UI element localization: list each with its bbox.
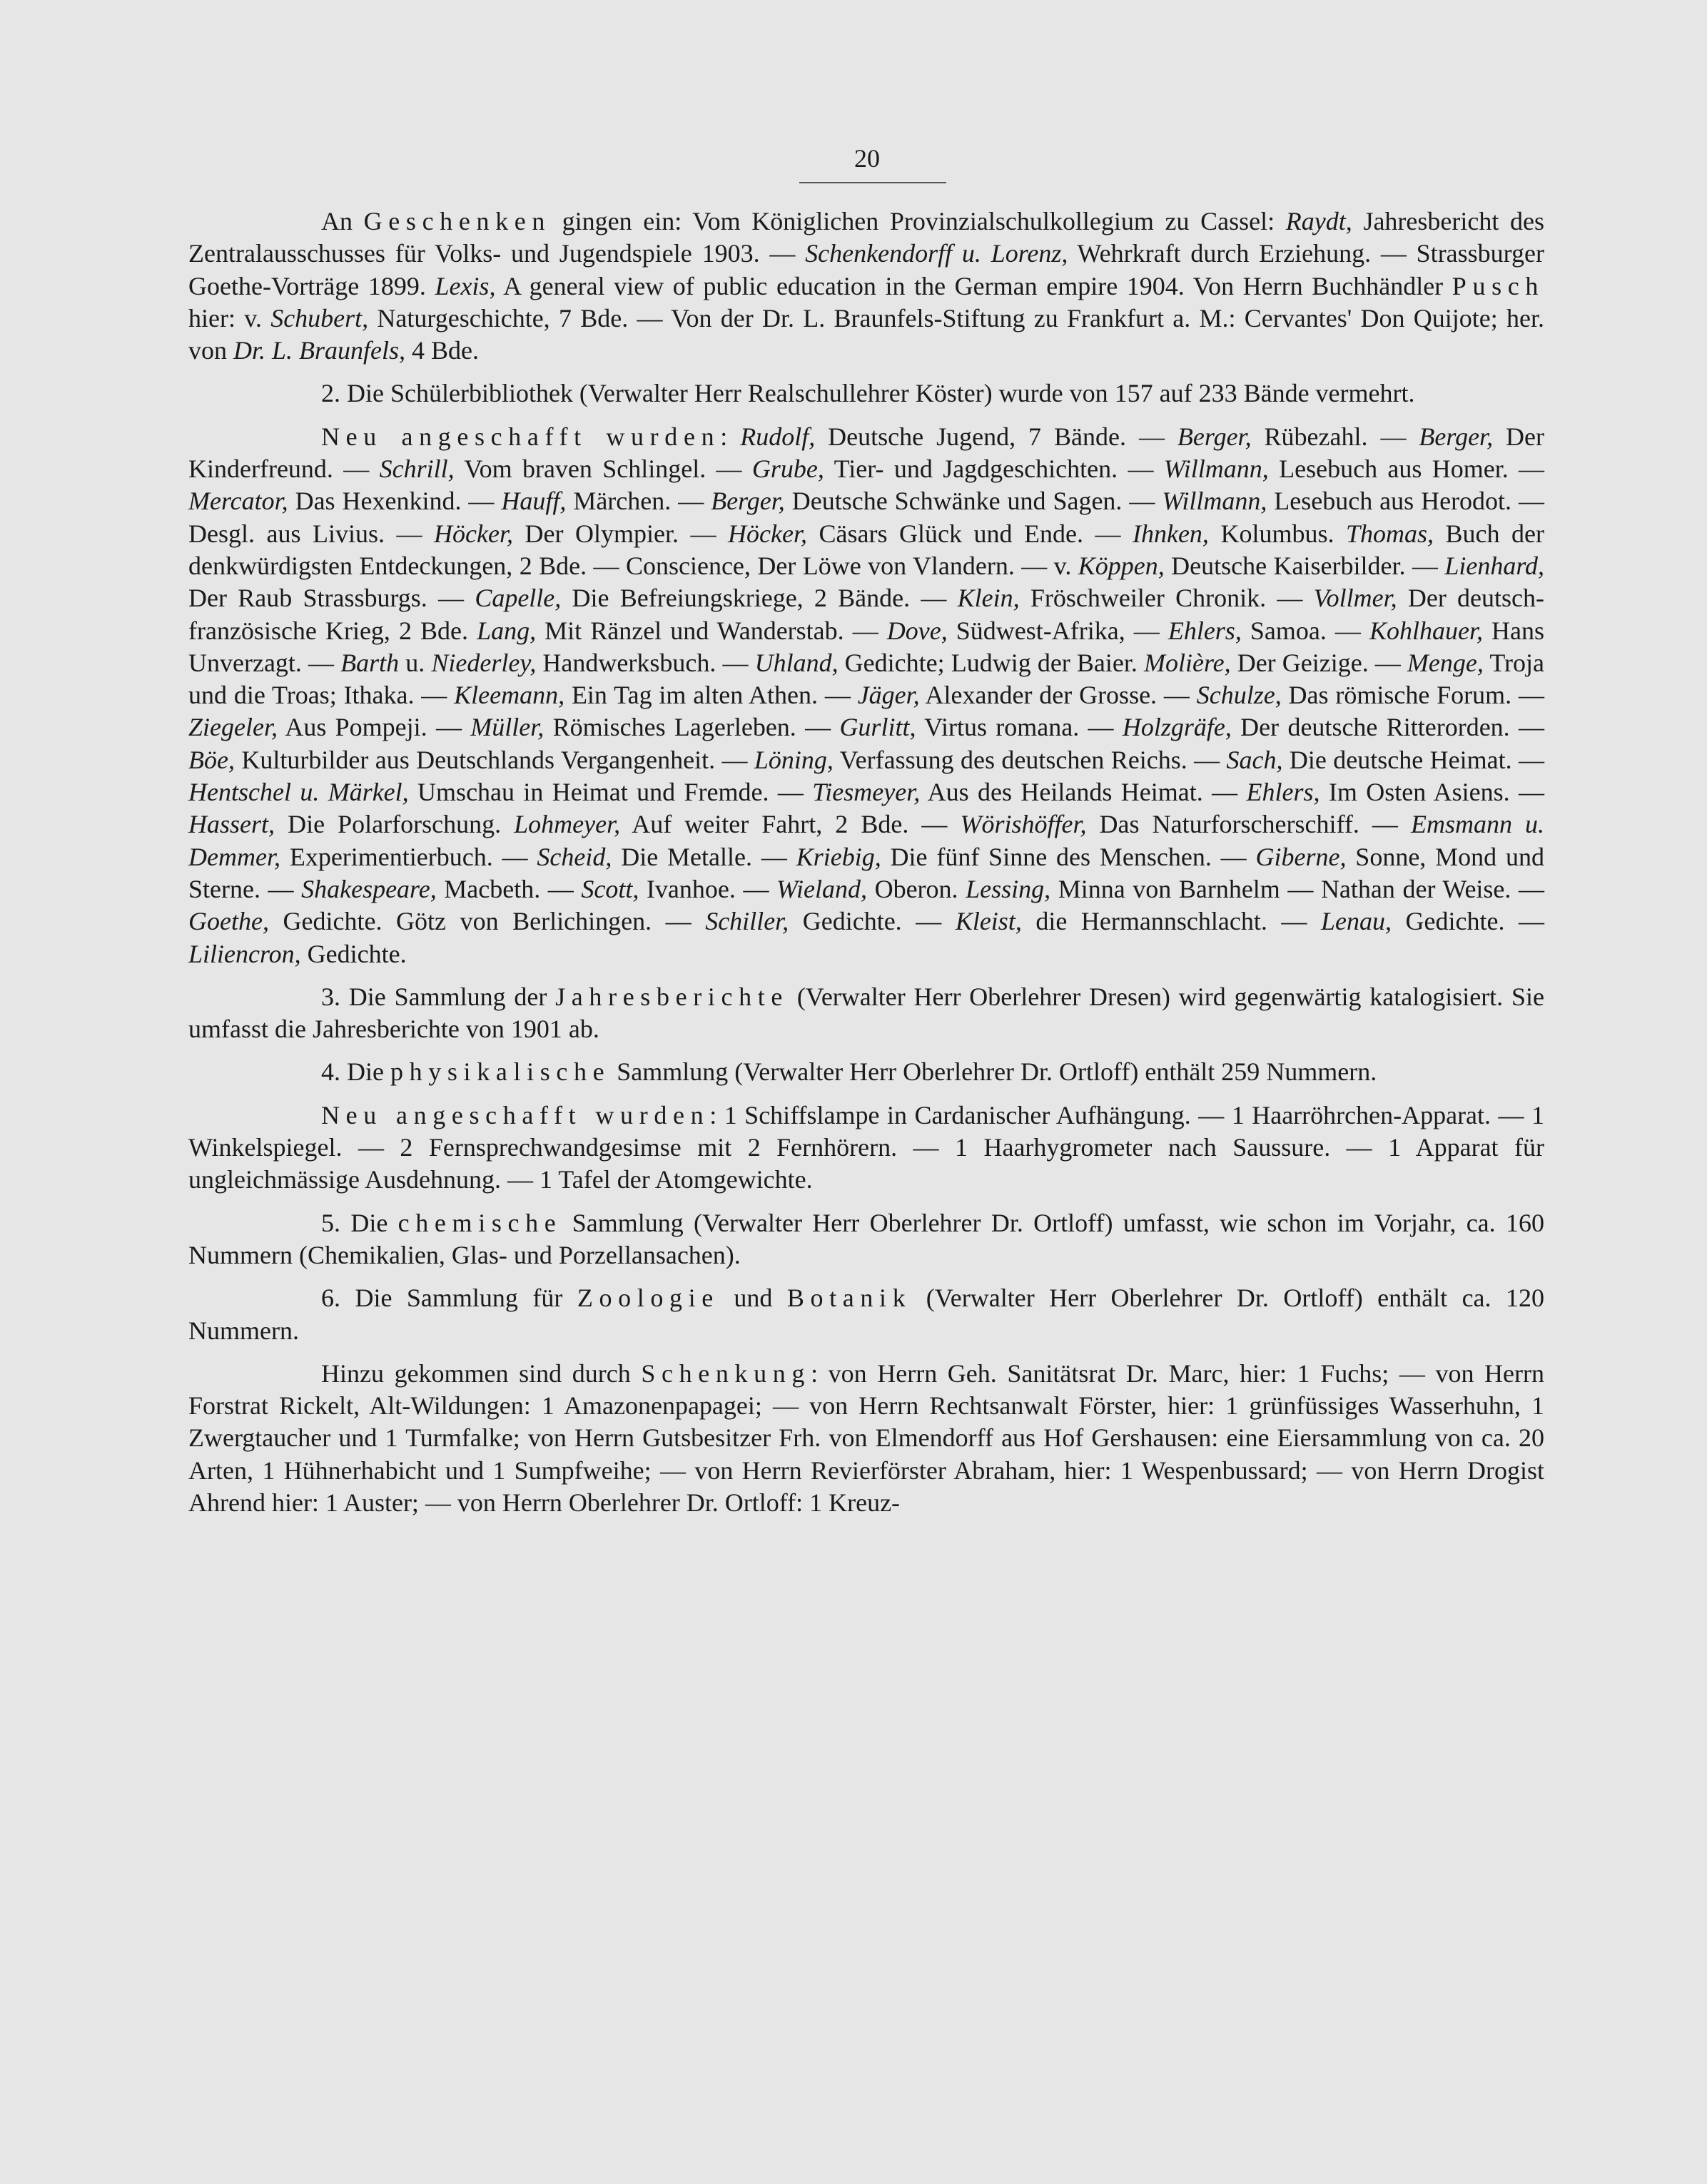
text-run: Aus Pompeji. — (277, 713, 471, 742)
italic-reference: Schubert, (270, 303, 369, 332)
text-run: An (321, 207, 364, 235)
italic-reference: Löning, (754, 745, 834, 774)
spaced-emphasis: Jahresberichte (555, 982, 789, 1011)
text-run: 4 Bde. (405, 336, 480, 365)
italic-reference: Kohlhauer, (1369, 616, 1483, 645)
paragraph-physik-neuanschaffungen (188, 1099, 1544, 1197)
text-run: : (720, 422, 741, 451)
spaced-emphasis: Neu angeschafft wurden (321, 422, 721, 451)
text-run: Römisches Lagerleben. — (544, 713, 840, 742)
text-run: Der deutsche Ritterorden. — (1231, 713, 1544, 742)
text-run: Im Osten Asiens. — (1319, 778, 1544, 807)
text-run: Sammlung (Verwalter Herr Oberlehrer Dr. Ortloff) enthält 259 Nummern. (610, 1057, 1377, 1087)
text-run: Macbeth. — (436, 874, 582, 903)
text-run: u. (399, 648, 432, 677)
text-run: Der Raub Strassburgs. — (188, 584, 475, 613)
text-run: 4. Die (321, 1057, 390, 1087)
text-run: Jahresbericht des Zentralausschusses für Volks- und Jugendspiele 1903. — (188, 207, 1544, 268)
paragraph-geschenke (188, 205, 1544, 367)
text-run: Der Geizige. — (1230, 648, 1407, 677)
text-run: Der deutsch-französische Krieg, 2 Bde. (188, 584, 1545, 645)
text-run: Aus des Heilands Heimat. — (920, 778, 1247, 807)
italic-reference: Wörishöffer, (960, 810, 1087, 839)
italic-reference: Uhland, (754, 648, 839, 677)
spaced-emphasis: Geschenken (363, 207, 551, 235)
paragraph-jahresberichte (188, 981, 1544, 1046)
italic-reference: Barth (340, 648, 400, 677)
text-run: Naturgeschichte, 7 Bde. — Von der Dr. L. Braunfels-Stiftung zu Frankfurt a. M.: Cervantes' Don Quijote; her. von (188, 303, 1544, 365)
italic-reference: Schrill, (379, 454, 455, 484)
text-run: Umschau in Heimat und Fremde. — (408, 778, 813, 807)
italic-reference: Willmann, (1163, 454, 1269, 484)
spaced-emphasis: chemische (397, 1208, 562, 1237)
italic-reference: Höcker, (728, 519, 807, 548)
text-run: Ein Tag im alten Athen. — (564, 681, 858, 710)
italic-reference: Holzgräfe, (1122, 713, 1232, 742)
italic-reference: Raydt, (1285, 207, 1352, 235)
italic-reference: Lessing, (966, 874, 1051, 903)
text-run: A general view of public education in the German empire 1904. Von Herrn Buchhändler (495, 271, 1452, 300)
spaced-emphasis: Schenkung (641, 1358, 811, 1388)
italic-reference: Niederley, (431, 648, 537, 677)
paragraph-schenkungen (188, 1358, 1544, 1519)
text-run: Fröschweiler Chronik. — (1019, 584, 1314, 613)
text-run: : von Herrn Geh. Sanitätsrat Dr. Marc, hier: 1 Fuchs; — von Herrn Forstrat Rickelt, Alt-Wildungen: 1 Amazonenpapagei; — von Herrn Rechtsanwalt Förster, hier: 1 grünfüssiges Wasserhuhn, 1 Zwergtaucher und 1 Turmfalke; von Herrn Gutsbesitzer Frh. von Elmendorff aus Hof Gershausen: eine Eiersammlung von ca. 20 Arten, 1 Hühnerhabicht und 1 Sumpfweihe; — von Herrn Revierförster Abraham, hier: 1 Wespenbussard; — von Herrn Drogist Ahrend hier: 1 Auster; — von Herrn Oberlehrer Dr. Ortloff: 1 Kreuz- (188, 1358, 1544, 1517)
italic-reference: Mercator, (188, 487, 288, 516)
italic-reference: Hauff, (501, 487, 567, 516)
page-number-rule (799, 182, 946, 183)
italic-reference: Thomas, (1345, 519, 1434, 548)
text-run: Rübezahl. — (1251, 422, 1419, 451)
italic-reference: Hentschel u. Märkel, (188, 778, 409, 807)
spaced-emphasis: Zoologie (577, 1284, 719, 1313)
italic-reference: Giberne, (1255, 842, 1347, 871)
italic-reference: Lang, (477, 616, 537, 645)
italic-reference: Shakespeare, (301, 874, 437, 903)
italic-reference: Dr. L. Braunfels, (233, 336, 406, 365)
text-run: 3. Die Sammlung der (321, 982, 556, 1011)
text-run: Gedichte. — (789, 907, 956, 936)
text-run: Cäsars Glück und Ende. — (806, 519, 1133, 548)
text-run: Die fünf Sinne des Menschen. — (881, 842, 1256, 871)
text-run: Märchen. — (566, 487, 711, 516)
text-run: die Hermannschlacht. — (1021, 907, 1321, 936)
text-run: Das Hexenkind. — (288, 487, 502, 516)
italic-reference: Grube, (751, 454, 824, 484)
text-run: Die Metalle. — (612, 842, 796, 871)
italic-reference: Hassert, (188, 810, 275, 839)
text-run: Kulturbilder aus Deutschlands Vergangenheit. — (234, 745, 754, 774)
italic-reference: Ehlers, (1167, 616, 1242, 645)
italic-reference: Lohmeyer, (514, 810, 621, 839)
italic-reference: Dove, (886, 616, 948, 645)
text-run: Experimentierbuch. — (280, 842, 537, 871)
italic-reference: Köppen, (1078, 551, 1165, 580)
text-run: (Verwalter Herr Oberlehrer Dr. Ortloff) enthält ca. 120 Nummern. (188, 1284, 1544, 1345)
text-run: hier: v. (188, 303, 271, 332)
spaced-emphasis: Neu angeschafft wurden (321, 1100, 710, 1129)
italic-reference: Scheid, (537, 842, 612, 871)
text-run: Sonne, Mond und Sterne. — (188, 842, 1545, 903)
text-run: Gedichte; Ludwig der Baier. (838, 648, 1144, 677)
text-run: Südwest-Afrika, — (947, 616, 1168, 645)
spaced-emphasis: physikalische (390, 1057, 611, 1087)
text-run: Deutsche Jugend, 7 Bände. — (815, 422, 1177, 451)
italic-reference: Lenau, (1320, 907, 1392, 936)
italic-reference: Wieland, (776, 874, 867, 903)
italic-reference: Capelle, (475, 584, 562, 613)
text-run: Die deutsche Heimat. — (1282, 745, 1544, 774)
text-run: 6. Die Sammlung für (321, 1284, 577, 1313)
italic-reference: Höcker, (434, 519, 513, 548)
paragraph-bibliothek-neuanschaffungen (188, 421, 1544, 970)
text-run: Buch der denkwürdigsten Entdeckungen, 2 Bde. — Conscience, Der Löwe von Vlandern. — v. (188, 519, 1545, 580)
text-run: Auf weiter Fahrt, 2 Bde. — (620, 810, 961, 839)
text-run: Mit Ränzel und Wanderstab. — (536, 616, 887, 645)
italic-reference: Berger, (1177, 422, 1252, 451)
italic-reference: Berger, (711, 487, 785, 516)
text-run: 5. Die (321, 1208, 398, 1237)
text-run: Samoa. — (1241, 616, 1369, 645)
text-run: Das Naturforscherschiff. — (1086, 810, 1411, 839)
italic-reference: Willmann, (1162, 487, 1267, 516)
paragraph-zoologie-botanik (188, 1282, 1544, 1347)
italic-reference: Kleemann, (454, 681, 565, 710)
italic-reference: Jäger, (857, 681, 920, 710)
italic-reference: Müller, (470, 713, 544, 742)
text-run: Vom braven Schlingel. — (454, 454, 752, 484)
italic-reference: Menge, (1407, 648, 1484, 677)
italic-reference: Gurlitt, (839, 713, 916, 742)
text-run: Die Polarforschung. (275, 810, 515, 839)
text-run: Oberon. (867, 874, 966, 903)
italic-reference: Molière, (1143, 648, 1231, 677)
text-run: Gedichte. (300, 939, 407, 968)
italic-reference: Schiller, (705, 907, 789, 936)
text-run: Deutsche Schwänke und Sagen. — (784, 487, 1163, 516)
text-run: Verfassung des deutschen Reichs. — (833, 745, 1227, 774)
text-run: Lesebuch aus Herodot. — Desgl. aus Livius. — (188, 487, 1545, 548)
italic-reference: Lienhard, (1444, 551, 1545, 580)
text-run: Deutsche Kaiserbilder. — (1164, 551, 1445, 580)
text-run: Wehrkraft durch Erziehung. — Strassburger Goethe-Vorträge 1899. (188, 239, 1544, 300)
text-run: Virtus romana. — (916, 713, 1123, 742)
italic-reference: Tiesmeyer, (812, 778, 921, 807)
text-run: Gedichte. — (1391, 907, 1545, 936)
italic-reference: Vollmer, (1313, 584, 1397, 613)
italic-reference: Liliencron, (188, 939, 301, 968)
text-run: 2. Die Schülerbibliothek (Verwalter Herr Realschullehrer Köster) wurde von 157 auf 233 Bände vermehrt. (321, 379, 1415, 408)
text-run: Kolumbus. (1208, 519, 1346, 548)
text-run: : 1 Schiffslampe in Cardanischer Aufhängung. — 1 Haarröhrchen-Apparat. — 1 Winkelspiegel. — 2 Fernsprechwandgesimse mit 2 Fernhörern. — 1 Haarhygrometer nach Saussure. — 1 Apparat für ungleichmässige Ausdehnung. — 1 Tafel der Atomgewichte. (188, 1100, 1544, 1194)
text-run: Handwerksbuch. — (536, 648, 755, 677)
paragraph-physikalische-sammlung (188, 1056, 1544, 1088)
italic-reference: Böe, (188, 745, 235, 774)
spaced-emphasis: Botanik (786, 1284, 912, 1313)
text-run: Troja und die Troas; Ithaka. — (188, 648, 1545, 710)
italic-reference: Klein, (957, 584, 1020, 613)
italic-reference: Kleist, (955, 907, 1022, 936)
text-run: Das römische Forum. — (1281, 681, 1544, 710)
text-run: gingen ein: Vom Königlichen Provinzialschulkollegium zu Cassel: (550, 207, 1286, 235)
italic-reference: Ihnken, (1132, 519, 1209, 548)
text-run: Der Olympier. — (513, 519, 729, 548)
italic-reference: Rudolf, (740, 422, 816, 451)
text-run: Der Kinderfreund. — (188, 422, 1544, 484)
italic-reference: Ehlers, (1246, 778, 1320, 807)
italic-reference: Scott, (581, 874, 639, 903)
italic-reference: Goethe, (188, 907, 269, 936)
italic-reference: Schulze, (1196, 681, 1282, 710)
spaced-emphasis: Pusch (1452, 271, 1544, 300)
italic-reference: Sach, (1226, 745, 1283, 774)
paragraph-chemische-sammlung (188, 1207, 1544, 1272)
text-run: Tier- und Jagdgeschichten. — (824, 454, 1164, 484)
italic-reference: Kriebig, (796, 842, 881, 871)
text-run: Alexander der Grosse. — (919, 681, 1197, 710)
paragraph-schuelerbibliothek (188, 377, 1544, 410)
italic-reference: Emsmann u. Demmer, (188, 810, 1545, 871)
text-run: Hinzu gekommen sind durch (321, 1358, 642, 1388)
text-run: Ivanhoe. — (639, 874, 777, 903)
document-body (188, 205, 1544, 1530)
text-run: (Verwalter Herr Oberlehrer Dresen) wird gegenwärtig katalogisiert. Sie umfasst die Jahresberichte von 1901 ab. (188, 982, 1544, 1044)
text-run: Die Befreiungskriege, 2 Bände. — (561, 584, 958, 613)
text-run: und (719, 1284, 787, 1313)
text-run: Sammlung (Verwalter Herr Oberlehrer Dr. Ortloff) umfasst, wie schon im Vorjahr, ca. 160 Nummern (Chemikalien, Glas- und Porzellansachen). (188, 1208, 1545, 1269)
italic-reference: Ziegeler, (188, 713, 278, 742)
italic-reference: Lexis, (435, 271, 496, 300)
italic-reference: Berger, (1419, 422, 1494, 451)
text-run: Hans Unverzagt. — (188, 616, 1545, 677)
italic-reference: Schenkendorff u. Lorenz, (805, 239, 1068, 268)
text-run: Gedichte. Götz von Berlichingen. — (268, 907, 706, 936)
text-run: Minna von Barnhelm — Nathan der Weise. — (1050, 874, 1544, 903)
page-number: 20 (854, 144, 880, 173)
text-run: Lesebuch aus Homer. — (1268, 454, 1545, 484)
